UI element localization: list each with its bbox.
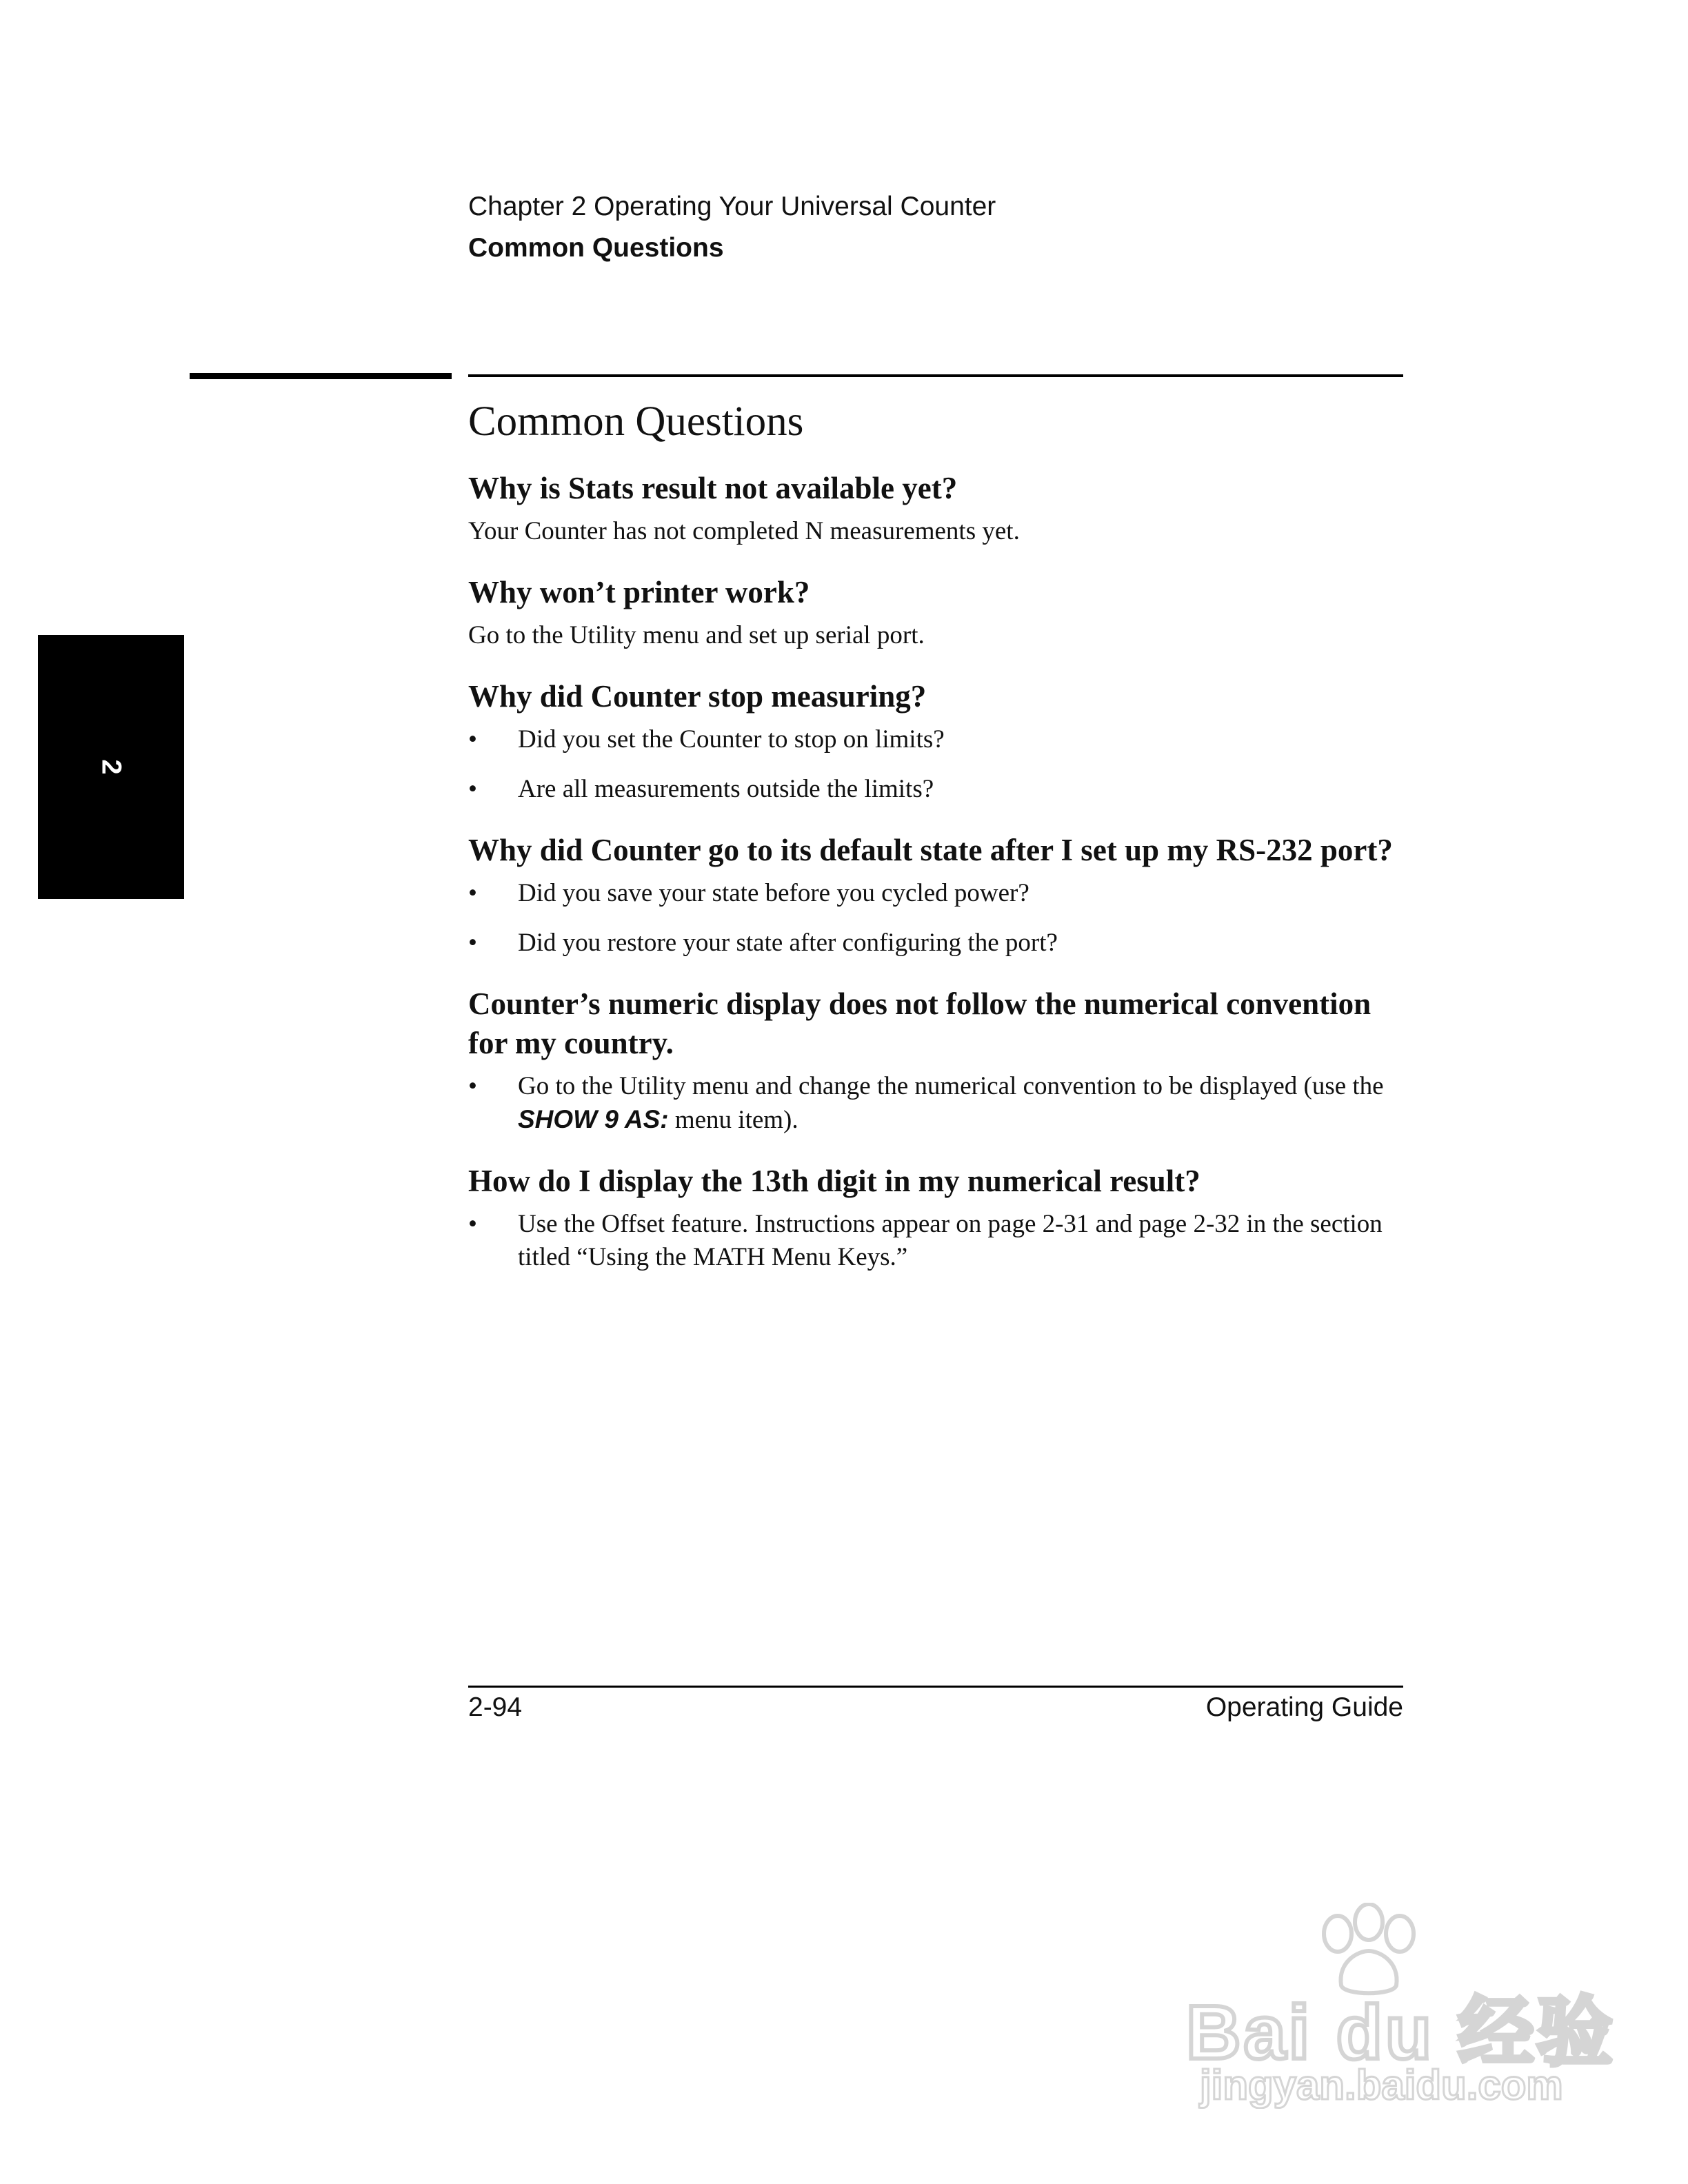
question-heading: Why won’t printer work?	[468, 575, 810, 609]
answer-text: Go to the Utility menu and set up serial port.	[468, 621, 925, 649]
bullet-text: Did you set the Counter to stop on limits?	[518, 725, 945, 754]
bullet-text: Did you save your state before you cycled power?	[518, 879, 1029, 907]
chapter-tab-number: 2	[96, 759, 127, 775]
answer-text: Your Counter has not completed N measurements yet.	[468, 517, 1020, 545]
bullet-glyph: •	[468, 775, 477, 803]
bullet-glyph: •	[468, 725, 477, 754]
watermark-url: jingyan.baidu.com	[1200, 2062, 1563, 2108]
watermark-brand: Bai du 经验	[1186, 1990, 1616, 2075]
bullet-item	[468, 1070, 1406, 1137]
bullet-text-before-key: Go to the Utility menu and change the numerical convention to be displayed (use the	[518, 1072, 1384, 1100]
qa-block	[468, 984, 1406, 1137]
baidu-watermark	[1186, 1903, 1616, 2110]
question-heading: Why is Stats result not available yet?	[468, 471, 958, 505]
bullet-item	[468, 877, 1406, 910]
bullet-item	[468, 927, 1406, 960]
main-content	[468, 393, 1406, 1299]
bullet-glyph: •	[468, 929, 477, 957]
question-heading: How do I display the 13th digit in my numerical result?	[468, 1164, 1200, 1198]
left-margin-rule	[190, 373, 452, 379]
running-header-chapter: Chapter 2 Operating Your Universal Counter	[468, 192, 996, 221]
bullet-text: Did you restore your state after configuring the port?	[518, 929, 1058, 957]
qa-block	[468, 831, 1406, 960]
bullet-list	[468, 877, 1406, 960]
qa-block	[468, 1162, 1406, 1274]
footer-rule	[468, 1686, 1403, 1688]
bullet-text: Are all measurements outside the limits?	[518, 775, 934, 803]
chapter-tab-number-wrap	[38, 635, 184, 899]
qa-block	[468, 469, 1406, 548]
question-heading: Counter’s numeric display does not follow the numerical convention for my country.	[468, 987, 1372, 1060]
bullet-item	[468, 723, 1406, 756]
bullet-item	[468, 773, 1406, 806]
running-header	[468, 186, 1406, 269]
bullet-list	[468, 1070, 1406, 1137]
menu-key-label: SHOW 9 AS:	[518, 1105, 669, 1133]
question-heading: Why did Counter stop measuring?	[468, 679, 927, 714]
qa-block	[468, 677, 1406, 806]
bullet-glyph: •	[468, 1210, 477, 1238]
bullet-text-after-key: menu item).	[668, 1106, 798, 1134]
guide-name: Operating Guide	[1205, 1692, 1403, 1722]
bullet-glyph: •	[468, 879, 477, 907]
bullet-text: Use the Offset feature. Instructions appear on page 2-31 and page 2-32 in the section titled “Using the MATH Menu Keys.”	[518, 1210, 1383, 1271]
qa-block	[468, 573, 1406, 652]
bullet-list	[468, 723, 1406, 806]
bullet-glyph: •	[468, 1072, 477, 1100]
bullet-list	[468, 1208, 1406, 1274]
bullet-item	[468, 1208, 1406, 1274]
running-header-section: Common Questions	[468, 233, 724, 263]
section-title: Common Questions	[468, 398, 804, 445]
page-number: 2-94	[468, 1692, 523, 1722]
chapter-thumb-tab	[38, 635, 184, 899]
section-title-rule	[468, 374, 1403, 377]
question-heading: Why did Counter go to its default state after I set up my RS-232 port?	[468, 833, 1393, 867]
